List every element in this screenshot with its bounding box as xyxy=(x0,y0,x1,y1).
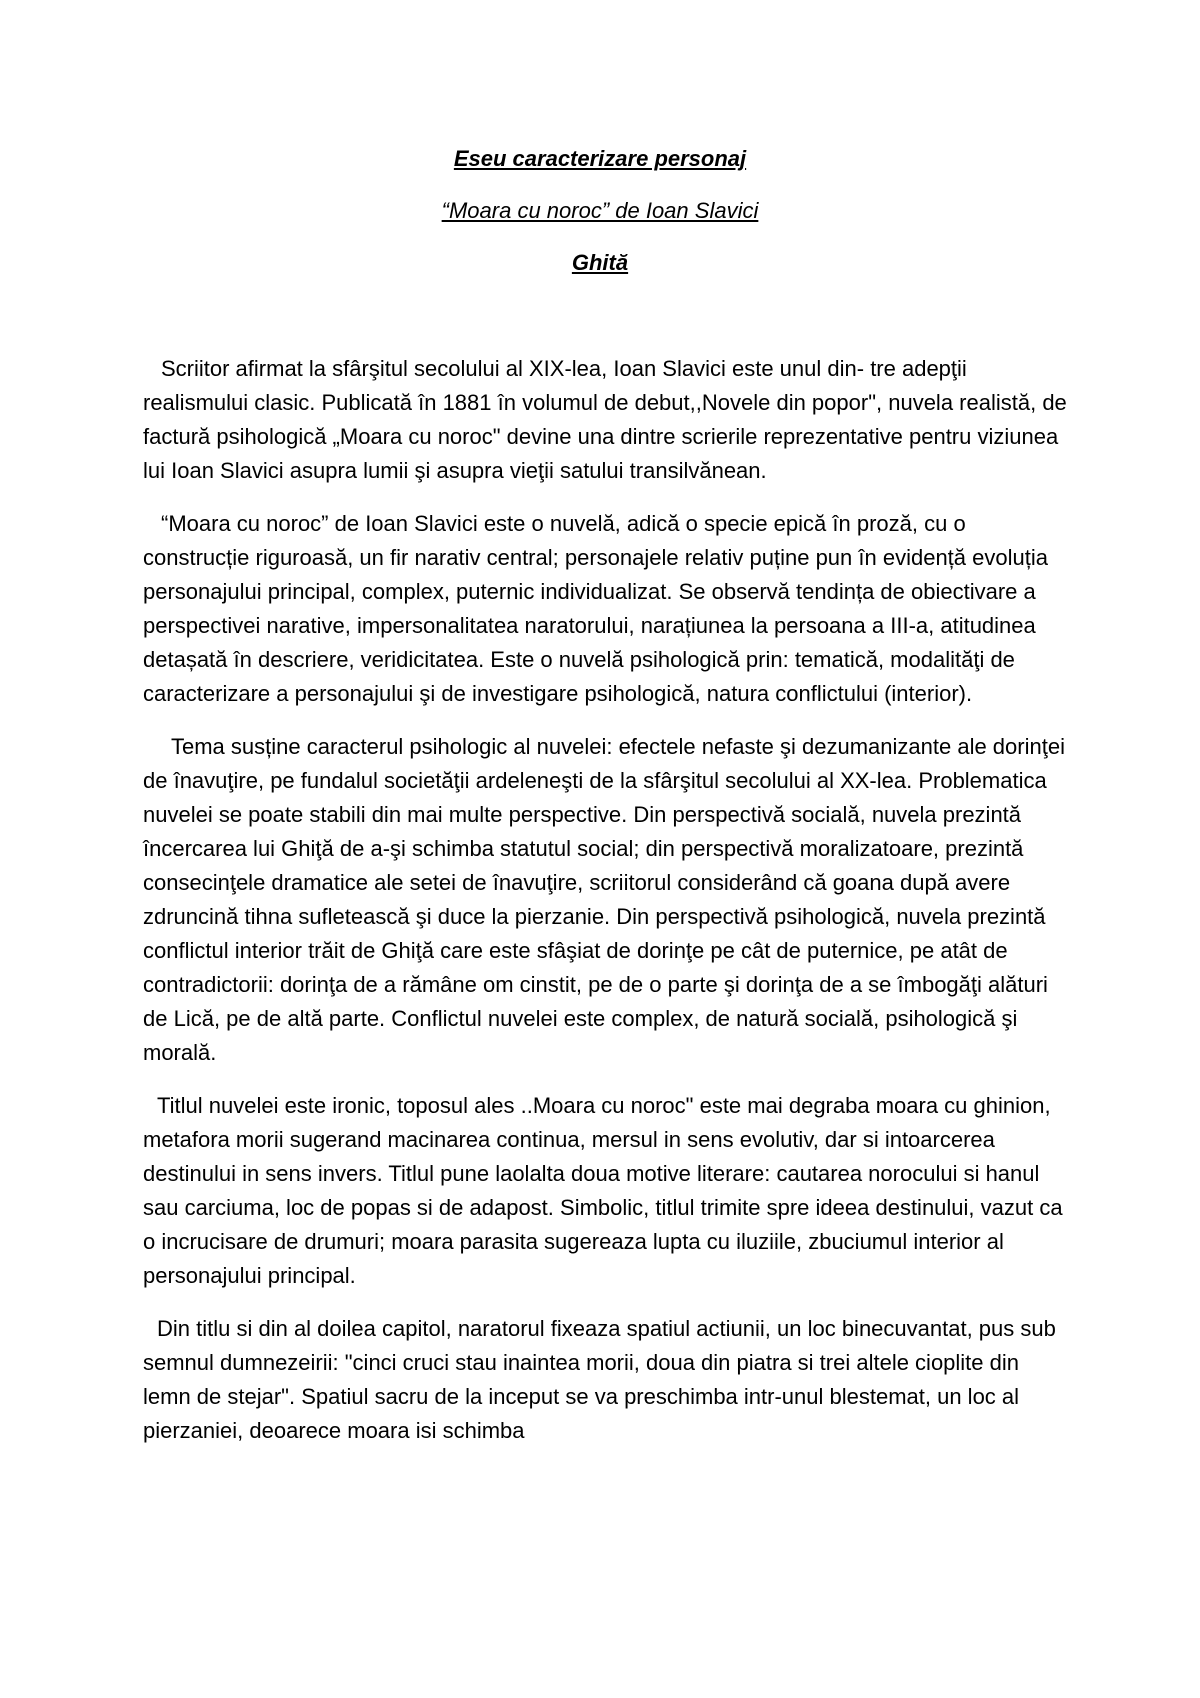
paragraph-setting: Din titlu si din al doilea capitol, naratorul fixeaza spatiul actiunii, un loc binecuvantat, pus sub semnul dumnezeirii: "cinci cruci stau inaintea morii, doua din piatra si trei altele cioplite din lemn de stejar". Spatiul sacru de la inceput se va preschimba intr-unul blestemat, un loc al pierzaniei, deoarece moara isi schimba xyxy=(143,1316,1056,1443)
paragraph-genre: “Moara cu noroc” de Ioan Slavici este o nuvelă, adică o specie epică în proză, cu o construcție riguroasă, un fir narativ central; personajele relativ puține pun în evidență evoluția personajului principal, complex, puternic individualizat. Se observă tendința de obiectivare a perspectivei narative, impersonalitatea naratorului, narațiunea la persoana a III-a, atitudinea detașată în descriere, veridicitatea. Este o nuvelă psihologică prin: tematică, modalităţi de caracterizare a personajului şi de investigare psihologică, natura conflictului (interior). xyxy=(143,511,1048,706)
paragraph-intro: Scriitor afirmat la sfârşitul secolului al XIX-lea, Ioan Slavici este unul din- tre adepţii realismului clasic. Publicată în 1881 în volumul de debut,,Novele din popor", nuvela realistă, de factură psihologică „Moara cu noroc" devine una dintre scrierile reprezentative pentru viziunea lui Ioan Slavici asupra lumii şi asupra vieţii satului transilvănean. xyxy=(143,356,1067,483)
character-name: Ghită xyxy=(571,250,629,275)
work-title: “Moara cu noroc” de Ioan Slavici xyxy=(441,198,759,223)
title-block xyxy=(0,146,1200,302)
essay-body xyxy=(143,352,1067,1467)
paragraph-theme: Tema susține caracterul psihologic al nuvelei: efectele nefaste şi dezumanizante ale dorinţei de înavuţire, pe fundalul societăţii ardeleneşti de la sfârşitul secolului al XX-lea. Problematica nuvelei se poate stabili din mai multe perspective. Din perspectivă socială, nuvela prezintă încercarea lui Ghiţă de a-şi schimba statutul social; din perspectivă moralizatoare, prezintă consecinţele dramatice ale setei de înavuţire, scriitorul considerând că goana după avere zdruncină tihna sufletească şi duce la pierzanie. Din perspectivă psihologică, nuvela prezintă conflictul interior trăit de Ghiţă care este sfâşiat de dorinţe pe cât de puternice, pe atât de contradictorii: dorinţa de a rămâne om cinstit, pe de o parte şi dorinţa de a se îmbogăţi alături de Lică, pe de altă parte. Conflictul nuvelei este complex, de natură socială, psihologică şi morală. xyxy=(143,734,1065,1065)
essay-title: Eseu caracterizare personaj xyxy=(453,146,747,171)
paragraph-title-meaning: Titlul nuvelei este ironic, toposul ales ..Moara cu noroc" este mai degraba moara cu ghinion, metafora morii sugerand macinarea continua, mersul in sens evolutiv, dar si intoarcerea destinului in sens invers. Titlul pune laolalta doua motive literare: cautarea norocului si hanul sau carciuma, loc de popas si de adapost. Simbolic, titlul trimite spre ideea destinului, vazut ca o incrucisare de drumuri; moara parasita sugereaza lupta cu iluziile, zbuciumul interior al personajului principal. xyxy=(143,1093,1063,1288)
